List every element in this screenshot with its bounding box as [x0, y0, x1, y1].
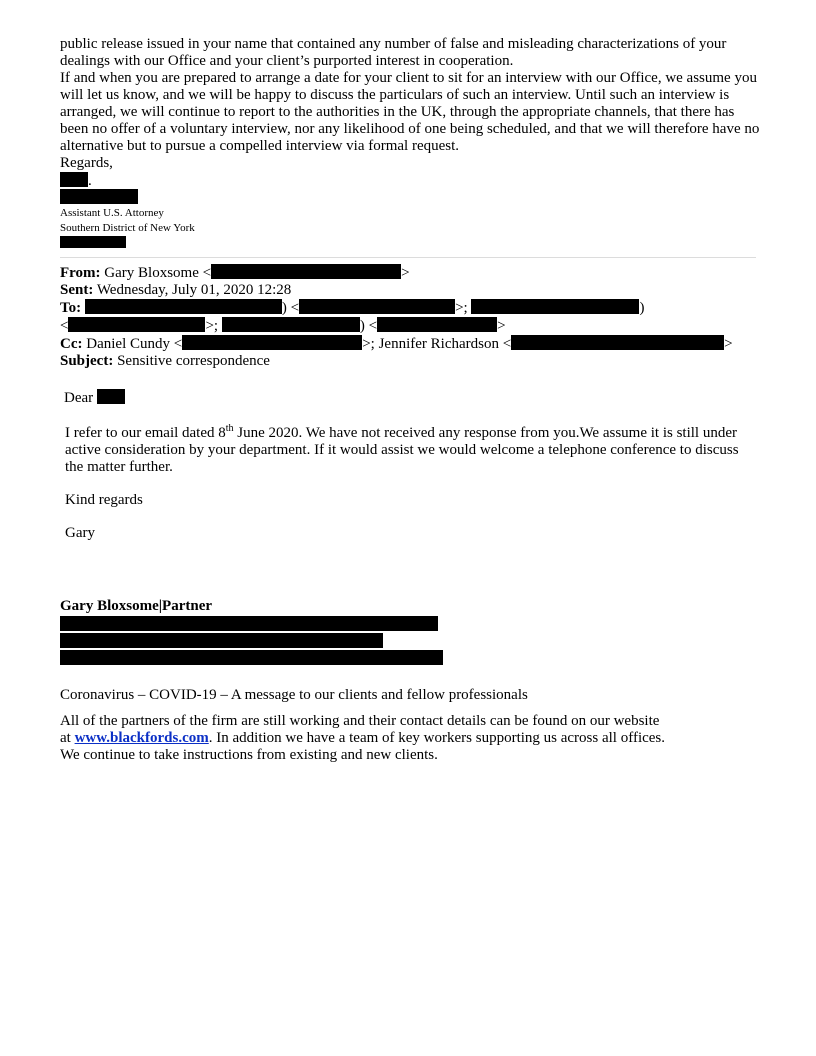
to-separator: ) < [281, 300, 300, 316]
redaction-block [471, 299, 639, 314]
sender-initials-line [60, 172, 760, 189]
signature-name-title: Gary Bloxsome|Partner [60, 598, 213, 614]
sender-first-name: Gary [65, 525, 95, 541]
signature-redaction-1 [60, 616, 438, 631]
message-divider [60, 257, 756, 258]
redaction-block [97, 389, 125, 404]
redaction-block [511, 335, 724, 350]
redaction-block [60, 172, 88, 187]
subject-value: Sensitive correspondence [117, 353, 270, 369]
cc-name-2: >; Jennifer Richardson < [362, 336, 512, 352]
message-paragraph-1: public release issued in your name that contained any number of false and misleading characterizations of your dealings with our Office and your client’s purported interest in cooperation. [60, 36, 727, 69]
covid-text-before-link: All of the partners of the firm are still working and their contact details can be found on our website at [60, 713, 660, 746]
redaction-block [60, 189, 138, 204]
signature-title: Assistant U.S. Attorney [60, 207, 164, 219]
covid-heading: Coronavirus – COVID-19 – A message to our clients and fellow professionals [60, 687, 528, 703]
greeting: Dear [64, 390, 94, 406]
sent-line [60, 282, 760, 299]
subject-line [60, 353, 760, 370]
redaction-block [222, 317, 360, 332]
redaction-block [211, 264, 401, 279]
document-page [60, 36, 760, 764]
closing-line: Kind regards [65, 492, 143, 508]
to-separator: < [60, 318, 69, 334]
covid-text-after-link: . In addition we have a team of key workers supporting us across all offices. We continue to take instructions from existing and new clients. [60, 730, 666, 763]
to-separator: > [497, 318, 506, 334]
redaction-block [60, 236, 126, 248]
message-paragraph-2: If and when you are prepared to arrange a date for your client to sit for an interview with our Office, we assume you will let us know, and we will be happy to discuss the particulars of such an interview. Until such an interview is arranged, we will continue to report to the authorities in the UK, through the appropriate channels, that there has been no offer of a voluntary interview, nor any likelihood of one being scheduled, and that we will therefore have no alternative but to pursue a compelled interview via formal request. [60, 70, 760, 154]
sender-name-redacted [60, 189, 760, 206]
from-name: Gary Bloxsome < [104, 265, 212, 281]
from-close: > [401, 265, 410, 281]
redaction-block [68, 317, 205, 332]
redaction-block [85, 299, 282, 314]
signature-redaction-3 [60, 650, 443, 665]
sent-value: Wednesday, July 01, 2020 12:28 [96, 282, 292, 298]
redaction-block [377, 317, 497, 332]
to-separator: ) < [359, 318, 378, 334]
from-line [60, 264, 760, 282]
to-separator: >; [205, 318, 219, 334]
signature-redaction-2 [60, 633, 383, 648]
cc-line [60, 335, 760, 353]
to-separator: ) [639, 300, 645, 316]
body-text-rest: June 2020. We have not received any response from you.We assume it is still under active consideration by your department. If it would assist we would welcome a telephone conference to discuss the matter further. [65, 425, 739, 475]
subject-label: Subject: [60, 353, 114, 369]
to-label: To: [60, 300, 82, 316]
redaction-block [182, 335, 362, 350]
email-body-paragraph [65, 425, 760, 476]
covid-paragraph [60, 713, 670, 764]
cc-name-1: Daniel Cundy < [86, 336, 183, 352]
cc-label: Cc: [60, 336, 83, 352]
regards-line: Regards, [60, 155, 113, 171]
ordinal-suffix: th [225, 423, 234, 434]
to-line [60, 299, 760, 317]
greeting-line [65, 389, 760, 407]
body-text-prefix: I refer to our email dated 8 [65, 425, 226, 441]
email-header [60, 264, 760, 370]
redaction-block [299, 299, 455, 314]
initials-period: . [88, 173, 92, 189]
signature-office: Southern District of New York [60, 222, 195, 234]
cc-close: > [724, 336, 733, 352]
to-separator: >; [455, 300, 468, 316]
from-label: From: [60, 265, 101, 281]
sent-label: Sent: [60, 282, 94, 298]
to-line-continued [60, 317, 760, 335]
signature-contact-redacted [60, 236, 760, 250]
website-link[interactable]: www.blackfords.com [74, 730, 209, 746]
email-body [60, 389, 760, 542]
